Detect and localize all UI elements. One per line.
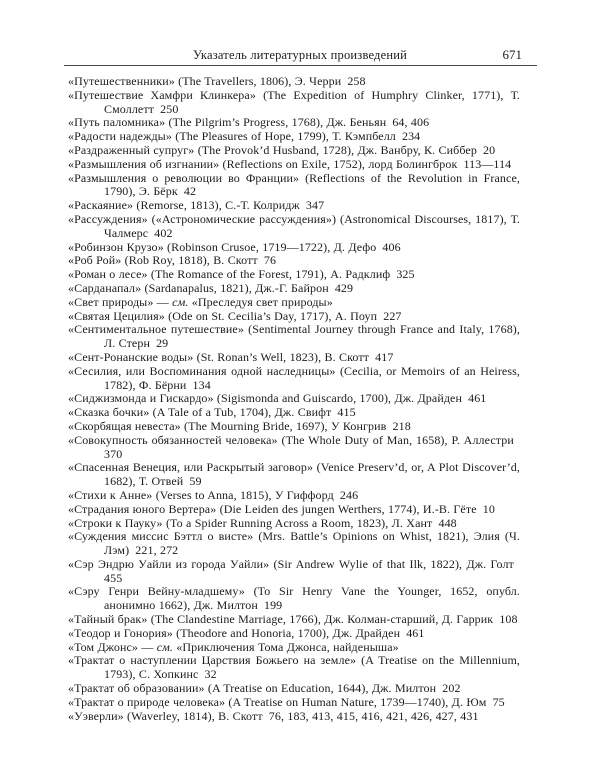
index-entry: «Сарданапал» (Sardanapalus, 1821), Дж.-Г. Байрон 429 xyxy=(68,280,354,295)
index-entry: «Святая Цецилия» (Ode on St. Cecilia’s Day, 1717), А. Поуп 227 xyxy=(68,308,402,323)
index-entry: «Спасенная Венеция, или Раскрытый заговор» (Venice Preserv’d, or, A Plot Discover’d, 1682), Т. Отвей 59 xyxy=(68,460,520,489)
page-number: 671 xyxy=(502,47,522,62)
see-reference-marker: см. xyxy=(156,639,174,654)
index-entry: «Радости надежды» (The Pleasures of Hope, 1799), Т. Кэмпбелл 234 xyxy=(68,129,421,144)
index-entry: «Рассуждения» («Астрономические рассуждения») (Astronomical Discourses, 1817), Т. Чалмерс 402 xyxy=(68,211,520,240)
index-entry: «Трактат об образовании» (A Treatise on Education, 1644), Дж. Милтон 202 xyxy=(68,681,461,696)
index-entry: «Тайный брак» (The Clandestine Marriage, 1766), Дж. Колман-старший, Д. Гаррик 108 xyxy=(68,612,518,627)
index-entry: «Стихи к Анне» (Verses to Anna, 1815), У Гиффорд 246 xyxy=(68,487,359,502)
index-entry: «Сесилия, или Воспоминания одной наследницы» (Cecilia, or Memoirs of an Heiress, 1782), Ф. Бёрни 134 xyxy=(68,363,520,392)
index-entry: «Сказка бочки» (A Tale of a Tub, 1704), Дж. Свифт 415 xyxy=(68,405,356,420)
index-entry: «Трактат о наступлении Царствия Божьего на земле» (A Treatise on the Millennium, 1793), С. Хопкинс 32 xyxy=(68,653,520,682)
index-entry: «Трактат о природе человека» (A Treatise on Human Nature, 1739—1740), Д. Юм 75 xyxy=(68,694,505,709)
index-entry: «Роб Рой» (Rob Roy, 1818), В. Скотт 76 xyxy=(68,253,277,268)
index-entry: «Роман о лесе» (The Romance of the Forest, 1791), А. Радклиф 325 xyxy=(68,267,415,282)
index-entry: «Путь паломника» (The Pilgrim’s Progress, 1768), Дж. Беньян 64, 406 xyxy=(68,115,430,130)
see-reference-marker: см. xyxy=(172,294,189,309)
index-entry: «Путешествие Хамфри Клинкера» (The Expedition of Humphry Clinker, 1771), Т. Смоллетт 250 xyxy=(68,87,520,116)
header-rule xyxy=(64,65,537,66)
index-entry: «Строки к Пауку» (To a Spider Running Across a Room, 1823), Л. Хант 448 xyxy=(68,515,457,530)
index-entry: «Страдания юного Вертера» (Die Leiden des jungen Werthers, 1774), И.-В. Гёте 10 xyxy=(68,501,495,516)
index-entry: «Скорбящая невеста» (The Mourning Bride, 1697), У Конгрив 218 xyxy=(68,418,411,433)
index-entry: «Раскаяние» (Remorse, 1813), С.-Т. Колридж 347 xyxy=(68,198,325,213)
index-entry: «Совокупность обязанностей человека» (The Whole Duty of Man, 1658), Р. Аллестри 370 xyxy=(68,432,520,461)
index-entry: «Сэр Эндрю Уайли из города Уайли» (Sir Andrew Wylie of that Ilk, 1822), Дж. Голт 455 xyxy=(68,556,520,585)
index-entry: «Теодор и Гонория» (Theodore and Honoria, 1700), Дж. Драйден 461 xyxy=(68,625,425,640)
index-entry: «Размышления об изгнании» (Reflections on Exile, 1752), лорд Болингброк 113—114 xyxy=(68,156,512,171)
index-entry: «Сиджизмонда и Гискардо» (Sigismonda and Guiscardo, 1700), Дж. Драйден 461 xyxy=(68,391,487,406)
index-entry: «Сэру Генри Вейну-младшему» (To Sir Henry Vane the Younger, 1652, опубл. анонимно 1662), Дж. Милтон 199 xyxy=(68,584,520,613)
index-entries xyxy=(68,75,520,723)
index-entry: «Размышления о революции во Франции» (Reflections of the Revolution in France, 1790), Э. Бёрк 42 xyxy=(68,170,520,199)
running-header xyxy=(0,47,600,63)
index-entry: «Путешественники» (The Travellers, 1806), Э. Черри 258 xyxy=(68,74,366,88)
index-entry: «Свет природы» — см. «Преследуя свет природы» xyxy=(68,294,333,309)
index-entry: «Уэверли» (Waverley, 1814), В. Скотт 76, 183, 413, 415, 416, 421, 426, 427, 431 xyxy=(68,708,479,723)
index-entry: «Раздраженный супруг» (The Provok’d Husband, 1728), Дж. Ванбру, К. Сиббер 20 xyxy=(68,142,496,157)
index-entry: «Робинзон Крузо» (Robinson Crusoe, 1719—1722), Д. Дефо 406 xyxy=(68,239,401,254)
index-entry: «Том Джонс» — см. «Приключения Тома Джонса, найденыша» xyxy=(68,639,399,654)
running-header-title: Указатель литературных произведений xyxy=(192,48,408,62)
index-entry: «Сент-Ронанские воды» (St. Ronan’s Well, 1823), В. Скотт 417 xyxy=(68,349,394,364)
index-entry: «Сентиментальное путешествие» (Sentimental Journey through France and Italy, 1768), Л. Стерн 29 xyxy=(68,322,520,351)
index-entry: «Суждения миссис Бэттл о висте» (Mrs. Battle’s Opinions on Whist, 1821), Элия (Ч. Лэм) 221, 272 xyxy=(68,529,520,558)
